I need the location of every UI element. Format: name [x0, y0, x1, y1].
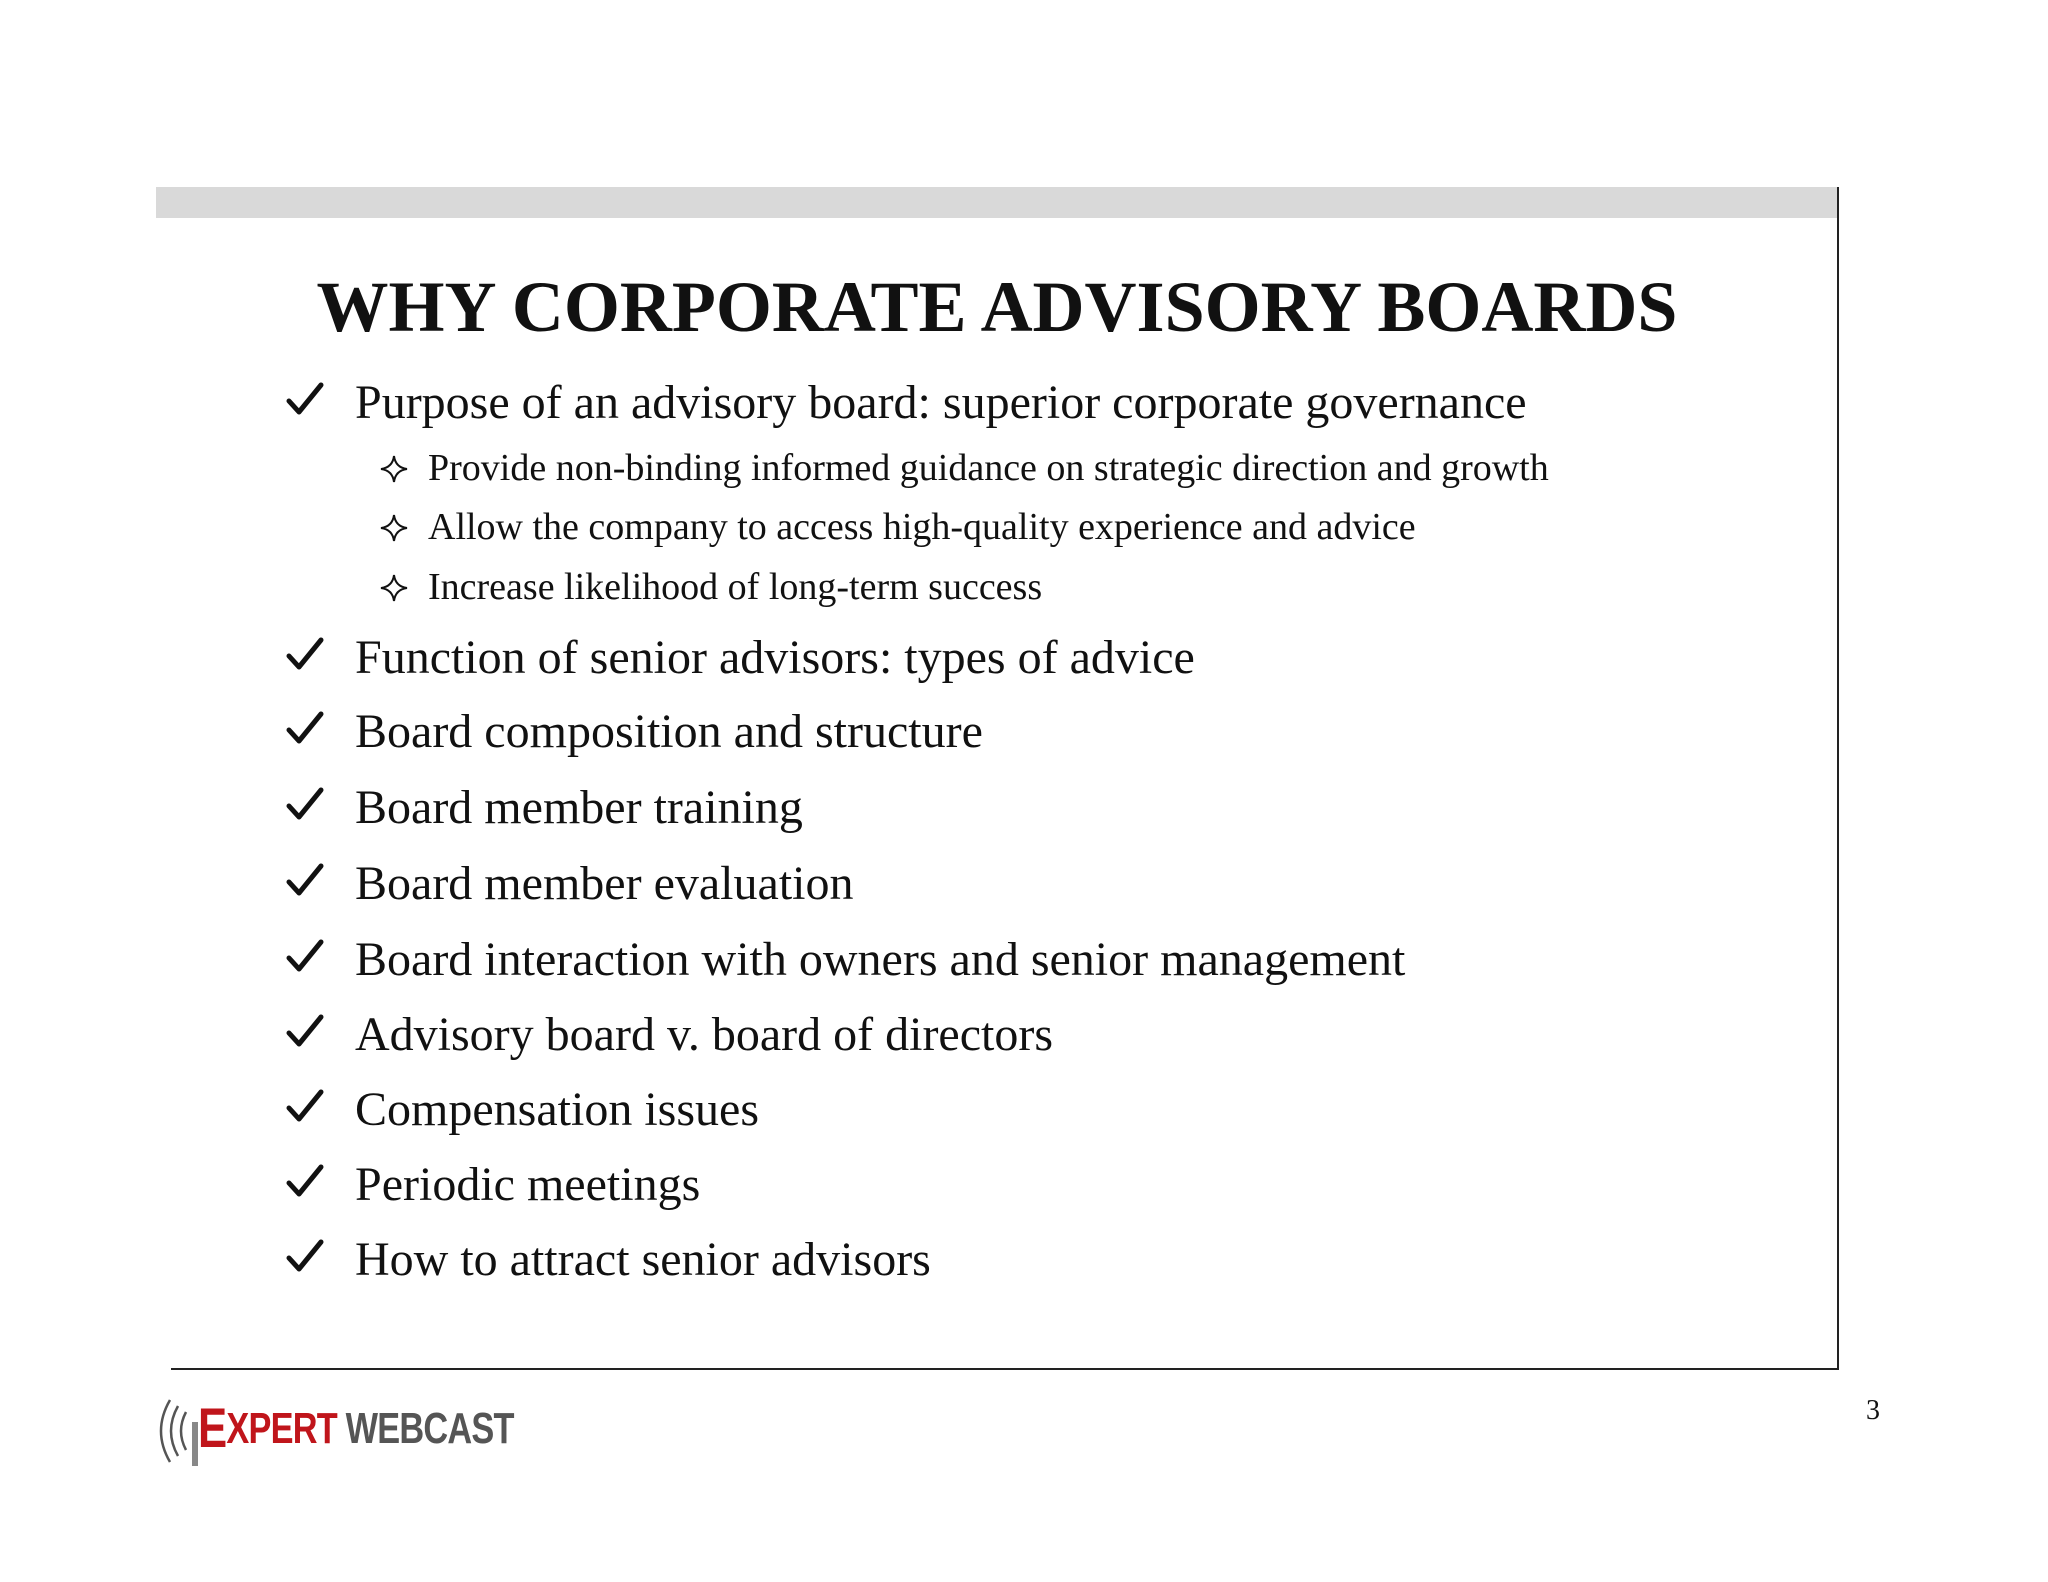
sub-list-item-text: Allow the company to access high-quality experience and advice [428, 506, 1416, 548]
list-item-text: Purpose of an advisory board: superior corporate governance [355, 376, 1527, 429]
page-number: 3 [1866, 1395, 1880, 1426]
four-point-star-icon [380, 574, 408, 602]
expert-webcast-logo [148, 1392, 528, 1470]
logo-word-webcast: WEBCAST [345, 1404, 514, 1453]
checkmark-icon [285, 784, 325, 824]
checkmark-icon [285, 936, 325, 976]
list-item-text: Board member training [355, 781, 803, 834]
list-item-text: Advisory board v. board of directors [355, 1008, 1054, 1061]
checkmark-icon [285, 1086, 325, 1126]
four-point-star-icon [380, 455, 408, 483]
sub-list-item-text: Increase likelihood of long-term success [428, 566, 1043, 608]
four-point-star-icon [380, 514, 408, 542]
logo-initial: E [198, 1396, 227, 1459]
checkmark-icon [285, 634, 325, 674]
sub-list-item-text: Provide non-binding informed guidance on strategic direction and growth [428, 447, 1549, 489]
list-item-text: Board composition and structure [355, 705, 983, 758]
checkmark-icon [285, 860, 325, 900]
logo-word-expert: XPERT [226, 1404, 337, 1453]
list-item-text: Compensation issues [355, 1083, 759, 1136]
list-item-text: Board interaction with owners and senior management [355, 933, 1406, 986]
slide-frame-bottom-border [171, 1368, 1839, 1370]
slide-frame-right-border [1837, 187, 1839, 1370]
logo-wordmark [198, 1396, 514, 1459]
list-item-text: How to attract senior advisors [355, 1233, 931, 1286]
list-item-text: Function of senior advisors: types of advice [355, 631, 1195, 684]
checkmark-icon [285, 708, 325, 748]
checkmark-icon [285, 379, 325, 419]
list-item-text: Board member evaluation [355, 857, 854, 910]
checkmark-icon [285, 1236, 325, 1276]
checkmark-icon [285, 1011, 325, 1051]
slide-title: WHY CORPORATE ADVISORY BOARDS [316, 267, 1678, 347]
list-item-text: Periodic meetings [355, 1158, 701, 1211]
slide-header-bar [156, 187, 1838, 218]
checkmark-icon [285, 1161, 325, 1201]
